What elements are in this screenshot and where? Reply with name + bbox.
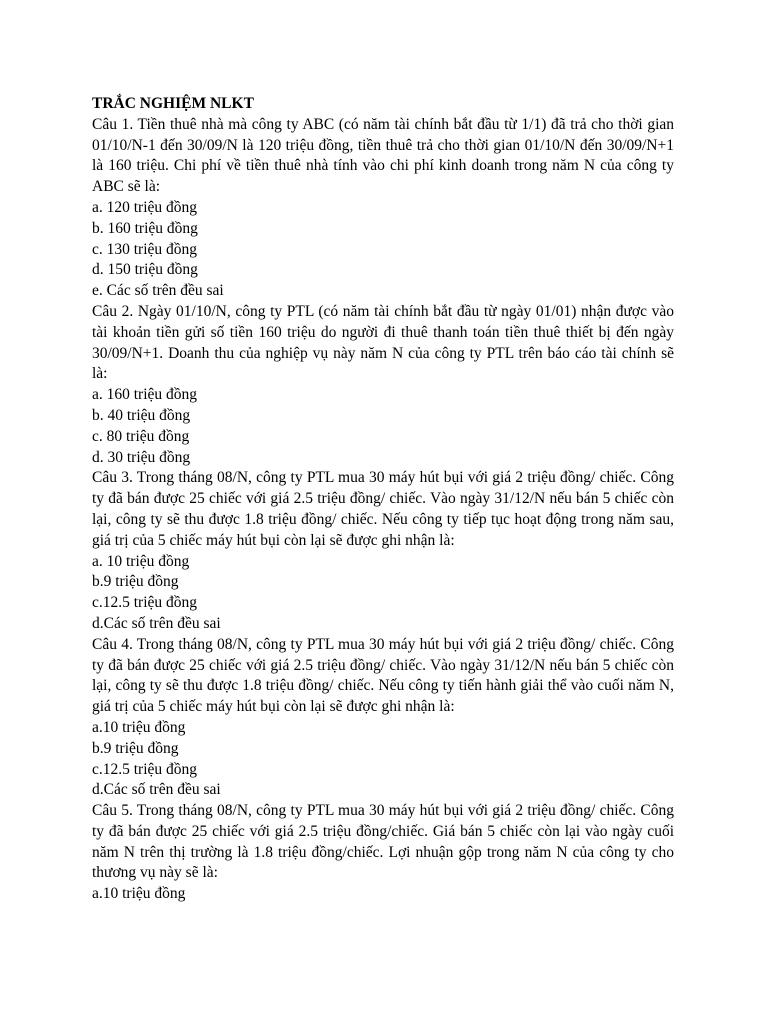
- answer-option: b.9 triệu đồng: [92, 573, 179, 591]
- question-3: [92, 468, 674, 634]
- answer-option: a. 160 triệu đồng: [92, 386, 198, 404]
- question-4: [92, 635, 674, 801]
- answer-option: a. 120 triệu đồng: [92, 198, 198, 216]
- question-text: Câu 4. Trong tháng 08/N, công ty PTL mua 30 máy hút bụi với giá 2 triệu đồng/ chiếc. Công ty đã bán được 25 chiếc với giá 2.5 triệu đồng/ chiếc. Vào ngày 31/12/N nếu bán 5 chiếc còn lại, công ty sẽ thu được 1.8 triệu đồng/ chiếc. Nếu công ty tiến hành giải thể vào cuối năm N, giá trị của 5 chiếc máy hút bụi còn lại sẽ được ghi nhận là:: [92, 635, 674, 716]
- question-text: Câu 3. Trong tháng 08/N, công ty PTL mua 30 máy hút bụi với giá 2 triệu đồng/ chiếc. Công ty đã bán được 25 chiếc với giá 2.5 triệu đồng/ chiếc. Vào ngày 31/12/N nếu bán 5 chiếc còn lại, công ty sẽ thu được 1.8 triệu đồng/ chiếc. Nếu công ty tiếp tục hoạt động trong năm sau, giá trị của 5 chiếc máy hút bụi còn lại sẽ được ghi nhận là:: [92, 469, 674, 549]
- answer-option: d. 30 triệu đồng: [92, 448, 191, 466]
- question-text: Câu 5. Trong tháng 08/N, công ty PTL mua 30 máy hút bụi với giá 2 triệu đồng/ chiếc. Công ty đã bán được 25 chiếc với giá 2.5 triệu đồng/chiếc. Giá bán 5 chiếc còn lại vào ngày cuối năm N trên thị trường là 1.8 triệu đồng/chiếc. Lợi nhuận gộp trong năm N của công ty cho thương vụ này sẽ là:: [92, 802, 674, 882]
- answer-option: d.Các số trên đều sai: [92, 781, 221, 799]
- answer-option: c. 130 triệu đồng: [92, 240, 198, 258]
- answer-option: a. 10 triệu đồng: [92, 552, 190, 570]
- answer-option: e. Các số trên đều sai: [92, 282, 224, 300]
- answer-option: c.12.5 triệu đồng: [92, 760, 198, 778]
- question-1: [92, 115, 674, 302]
- answer-option: a.10 triệu đồng: [92, 718, 186, 736]
- answer-option: c.12.5 triệu đồng: [92, 594, 198, 612]
- answer-option: b. 160 triệu đồng: [92, 219, 198, 237]
- answer-option: b. 40 triệu đồng: [92, 406, 191, 424]
- question-text: Câu 1. Tiền thuê nhà mà công ty ABC (có năm tài chính bắt đầu từ 1/1) đã trả cho thời gian 01/10/N-1 đến 30/09/N là 120 triệu đồng, tiền thuê trả cho thời gian 01/10/N đến 30/09/N+1 là 160 triệu. Chi phí về tiền thuê nhà tính vào chi phí kinh doanh trong năm N của công ty ABC sẽ là:: [92, 115, 674, 196]
- answer-option: c. 80 triệu đồng: [92, 427, 190, 445]
- document-title: TRẮC NGHIỆM NLKT: [92, 95, 254, 112]
- question-2: [92, 302, 674, 468]
- answer-option: d.Các số trên đều sai: [92, 614, 221, 632]
- question-text: Câu 2. Ngày 01/10/N, công ty PTL (có năm tài chính bắt đầu từ ngày 01/01) nhận được vào tài khoản tiền gửi số tiền 160 triệu do người đi thuê thanh toán tiền thuê thiết bị đến ngày 30/09/N+1. Doanh thu của nghiệp vụ này năm N của công ty PTL trên báo cáo tài chính sẽ là:: [92, 302, 674, 383]
- answer-option: a.10 triệu đồng: [92, 885, 186, 903]
- answer-option: b.9 triệu đồng: [92, 739, 179, 757]
- answer-option: d. 150 triệu đồng: [92, 261, 198, 279]
- document-page: [92, 94, 674, 905]
- question-5: [92, 801, 674, 905]
